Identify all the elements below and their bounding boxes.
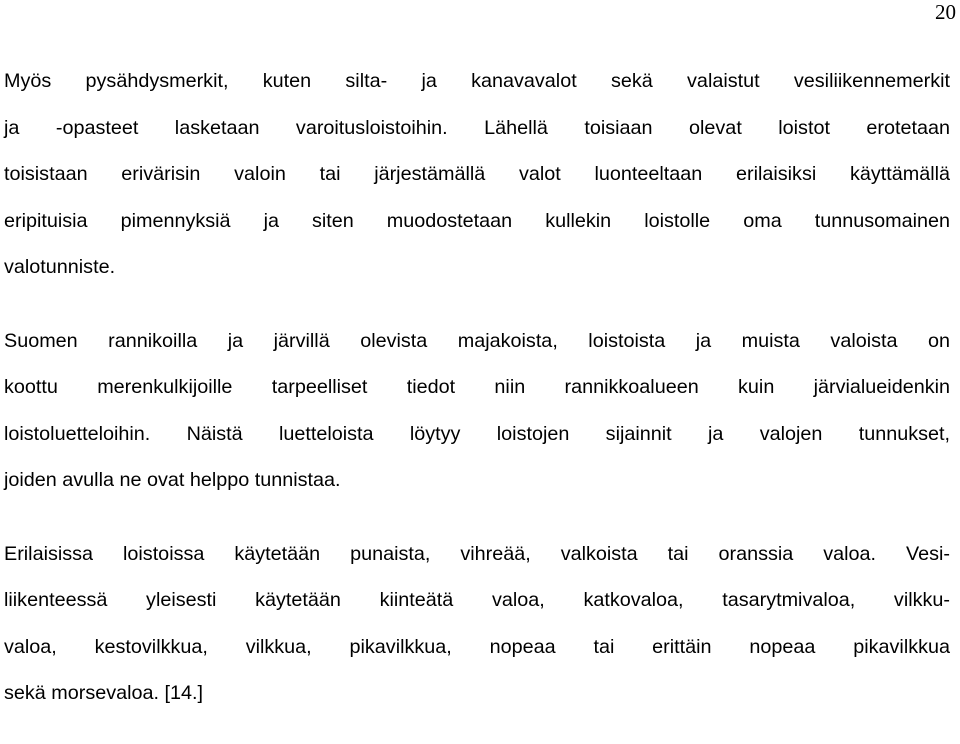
text-line: koottu merenkulkijoille tarpeelliset tiedot niin rannikkoalueen kuin järvialueidenkin [4, 376, 950, 398]
text-line: eripituisia pimennyksiä ja siten muodostetaan kullekin loistolle oma tunnusomainen [4, 209, 950, 232]
text-line: valoa, kestovilkkua, vilkkua, pikavilkkua, nopeaa tai erittäin nopeaa pikavilkkua [4, 635, 950, 658]
paragraph-1 [4, 58, 950, 291]
text-line: ja -opasteet lasketaan varoitusloistoihin. Lähellä toisiaan olevat loistot erotetaan [4, 116, 950, 139]
text-line: joiden avulla ne ovat helppo tunnistaa. [4, 469, 341, 491]
document-body [4, 58, 950, 744]
paragraph-2 [4, 318, 950, 504]
text-line: liikenteessä yleisesti käytetään kiinteätä valoa, katkovaloa, tasarytmivaloa, vilkku- [4, 589, 950, 611]
page-number: 20 [935, 0, 956, 24]
text-line: sekä morsevaloa. [14.] [4, 682, 204, 704]
text-line: Suomen rannikoilla ja järvillä olevista majakoista, loistoista ja muista valoista on [4, 329, 950, 352]
text-line: Erilaisissa loistoissa käytetään punaista, vihreää, valkoista tai oranssia valoa. Vesi- [4, 542, 950, 565]
text-line: valotunniste. [4, 256, 116, 278]
text-line: loistoluetteloihin. Näistä luetteloista löytyy loistojen sijainnit ja valojen tunnukset, [4, 422, 950, 445]
text-line: Myös pysähdysmerkit, kuten silta- ja kanavavalot sekä valaistut vesiliikennemerkit [4, 70, 950, 92]
text-line: toisistaan erivärisin valoin tai järjestämällä valot luonteeltaan erilaisiksi käyttämällä [4, 163, 950, 185]
